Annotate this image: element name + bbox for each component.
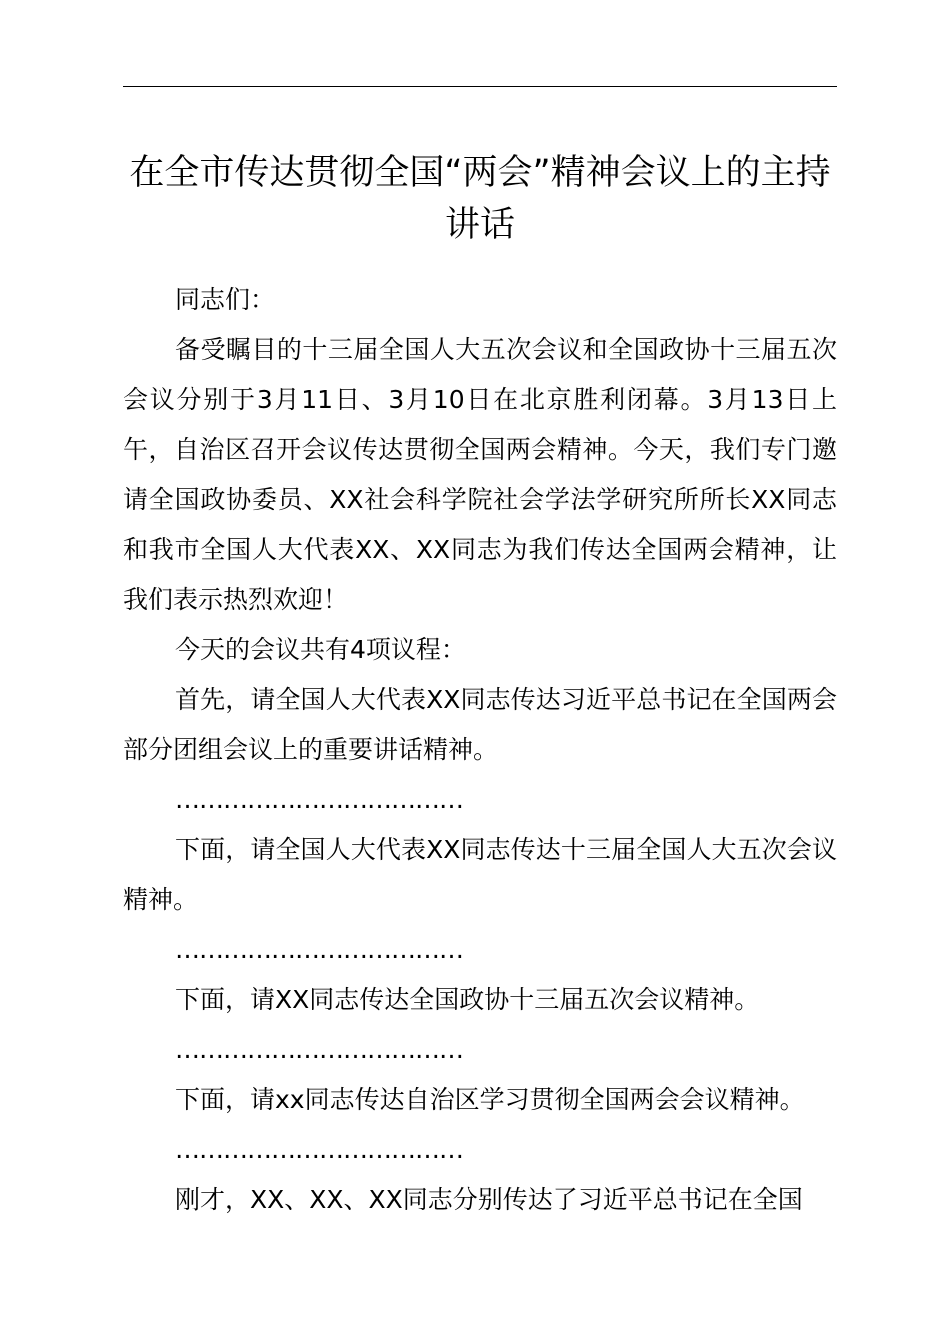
ellipsis-separator: ……………………………… <box>175 785 463 814</box>
ellipsis-separator: ……………………………… <box>175 1135 463 1164</box>
agenda-item-1: 首先，请全国人大代表XX同志传达习近平总书记在全国两会部分团组会议上的重要讲话精神。 <box>123 685 837 764</box>
agenda-item-4: 下面，请xx同志传达自治区学习贯彻全国两会会议精神。 <box>175 1085 805 1114</box>
ellipsis-separator: ……………………………… <box>175 1035 463 1064</box>
document-body <box>123 275 837 1225</box>
greeting: 同志们： <box>175 285 276 314</box>
agenda-item-3: 下面，请XX同志传达全国政协十三届五次会议精神。 <box>175 985 760 1014</box>
agenda-intro: 今天的会议共有4项议程： <box>175 635 466 664</box>
agenda-item-2: 下面，请全国人大代表XX同志传达十三届全国人大五次会议精神。 <box>123 835 837 914</box>
opening-paragraph: 备受瞩目的十三届全国人大五次会议和全国政协十三届五次会议分别于3月11日、3月10日在北京胜利闭幕。3月13日上午，自治区召开会议传达贯彻全国两会精神。今天，我们专门邀请全国政协委员、XX社会科学院社会学法学研究所所长XX同志和我市全国人大代表XX、XX同志为我们传达全国两会精神，让我们表示热烈欢迎！ <box>123 335 837 614</box>
header-rule <box>123 86 837 87</box>
ellipsis-separator: ……………………………… <box>175 935 463 964</box>
closing-paragraph-start: 刚才，XX、XX、XX同志分别传达了习近平总书记在全国 <box>175 1185 803 1214</box>
document-title: 在全市传达贯彻全国“两会”精神会议上的主持讲话 <box>129 153 831 245</box>
